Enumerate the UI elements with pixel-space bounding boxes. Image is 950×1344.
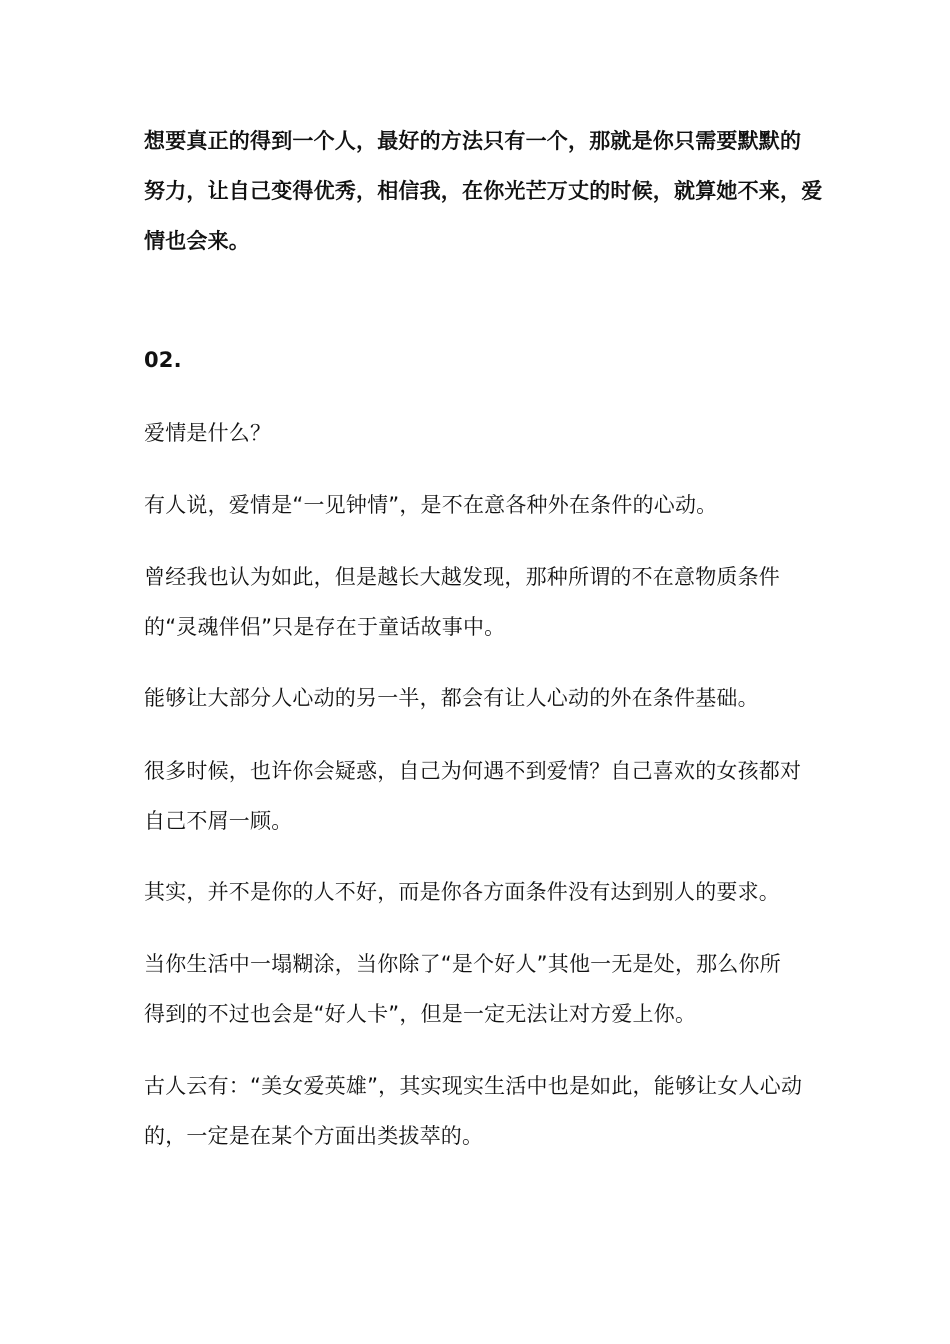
paragraph-line: 能够让大部分人心动的另一半，都会有让人心动的外在条件基础。: [144, 686, 759, 710]
paragraph-line: 曾经我也认为如此，但是越长大越发现，那种所谓的不在意物质条件: [144, 565, 780, 589]
paragraph-line: 很多时候，也许你会疑惑，自己为何遇不到爱情？自己喜欢的女孩都对: [144, 759, 802, 783]
intro-line-2: 努力，让自己变得优秀，相信我，在你光芒万丈的时候，就算她不来，爱: [144, 179, 823, 203]
paragraph-line: 得到的不过也会是“好人卡”，但是一定无法让对方爱上你。: [144, 1002, 697, 1026]
paragraph-line: 有人说，爱情是“一见钟情”，是不在意各种外在条件的心动。: [144, 493, 718, 517]
intro-line-1: 想要真正的得到一个人，最好的方法只有一个，那就是你只需要默默的: [144, 129, 802, 153]
paragraph-line: 当你生活中一塌糊涂，当你除了“是个好人”其他一无是处，那么你所: [144, 952, 781, 976]
paragraph-line: 的，一定是在某个方面出类拔萃的。: [144, 1124, 484, 1148]
paragraph-line: 的“灵魂伴侣”只是存在于童话故事中。: [144, 615, 506, 639]
paragraph-line: 古人云有：“美女爱英雄”，其实现实生活中也是如此，能够让女人心动: [144, 1074, 803, 1098]
section-number: 02.: [144, 348, 182, 372]
paragraph-line: 其实，并不是你的人不好，而是你各方面条件没有达到别人的要求。: [144, 880, 780, 904]
paragraph-line: 自己不屑一顾。: [144, 809, 293, 833]
paragraph-line: 爱情是什么？: [144, 421, 272, 445]
intro-line-3: 情也会来。: [144, 229, 250, 253]
